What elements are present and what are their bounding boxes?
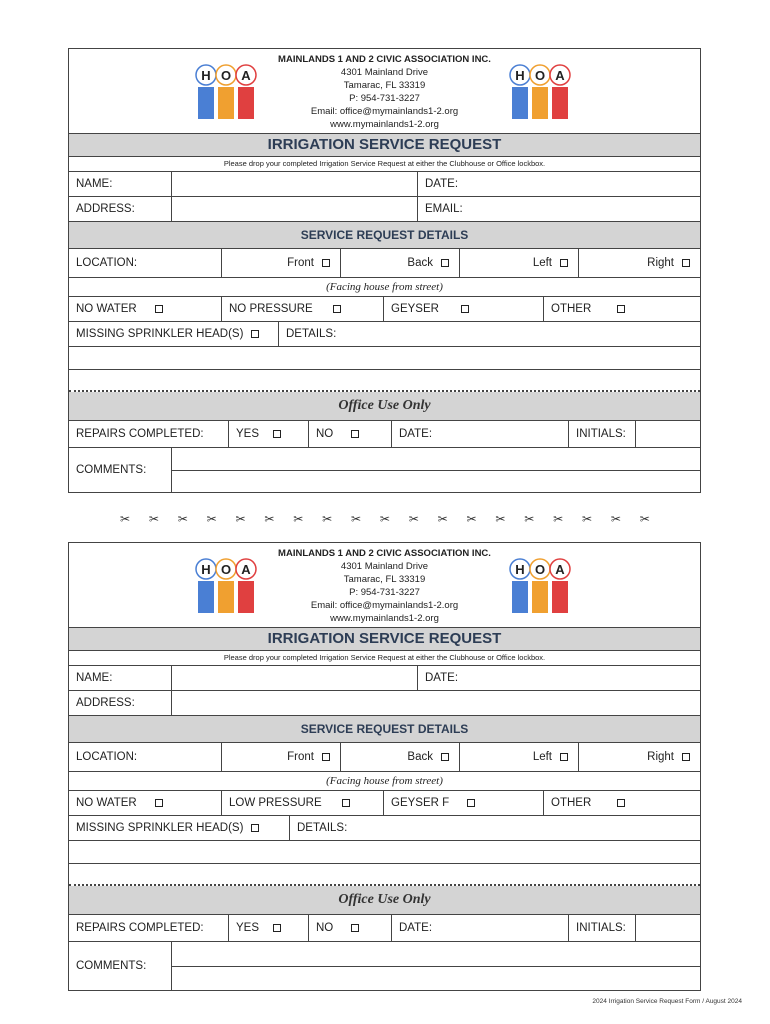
- svg-text:O: O: [534, 562, 546, 577]
- right-label: Right: [647, 751, 674, 763]
- city: Tamarac, FL 33319: [343, 574, 426, 585]
- left-label: Left: [532, 751, 552, 763]
- geyser-option[interactable]: [384, 791, 544, 815]
- no-water-label: NO WATER: [76, 797, 137, 809]
- svg-text:H: H: [201, 68, 211, 83]
- no-checkbox[interactable]: [351, 430, 359, 438]
- city: Tamarac, FL 33319: [343, 80, 426, 91]
- svg-text:A: A: [241, 562, 251, 577]
- repair-date-label: DATE:: [399, 428, 433, 440]
- no-pressure-checkbox[interactable]: [333, 305, 341, 313]
- phone: P: 954-731-3227: [349, 93, 420, 104]
- scissors-icon: ✂: [553, 512, 564, 526]
- footer-note: 2024 Irrigation Service Request Form / August 2024: [592, 998, 742, 1005]
- scissors-icon: ✂: [437, 512, 448, 526]
- svg-text:A: A: [555, 562, 565, 577]
- initials-field[interactable]: [636, 915, 700, 941]
- front-checkbox[interactable]: [322, 259, 330, 267]
- scissors-icon: ✂: [639, 512, 650, 526]
- form-title: IRRIGATION SERVICE REQUEST: [69, 134, 700, 157]
- location-row: [69, 743, 700, 772]
- left-label: Left: [532, 257, 552, 269]
- svg-text:H: H: [201, 562, 211, 577]
- comments-label: COMMENTS:: [69, 448, 172, 492]
- association-address: [69, 53, 700, 131]
- phone: P: 954-731-3227: [349, 587, 420, 598]
- back-label: Back: [407, 751, 433, 763]
- office-use-heading: Office Use Only: [69, 392, 700, 421]
- scissors-icon: ✂: [120, 512, 131, 526]
- svg-text:A: A: [241, 68, 251, 83]
- left-option[interactable]: [460, 249, 579, 277]
- scissors-icon: ✂: [610, 512, 621, 526]
- geyser-option[interactable]: [384, 297, 544, 321]
- scissors-icon: ✂: [582, 512, 593, 526]
- left-checkbox[interactable]: [560, 753, 568, 761]
- back-checkbox[interactable]: [441, 259, 449, 267]
- hoa-logo: [509, 557, 571, 615]
- yes-label: YES: [236, 428, 260, 440]
- org-name: MAINLANDS 1 AND 2 CIVIC ASSOCIATION INC.: [278, 54, 491, 65]
- right-option[interactable]: [579, 743, 700, 771]
- repairs-row: [69, 915, 700, 942]
- comments-label: COMMENTS:: [69, 942, 172, 990]
- no-water-option[interactable]: [69, 791, 222, 815]
- missing-heads-label: MISSING SPRINKLER HEAD(S): [76, 328, 244, 340]
- name-row: [69, 172, 700, 197]
- svg-text:A: A: [555, 68, 565, 83]
- scissors-icon: ✂: [466, 512, 477, 526]
- details-line[interactable]: [69, 347, 700, 370]
- address-field[interactable]: [172, 691, 700, 715]
- svg-text:O: O: [534, 68, 546, 83]
- email-field[interactable]: [418, 197, 700, 221]
- scissors-icon: ✂: [495, 512, 506, 526]
- scissors-icon: ✂: [177, 512, 188, 526]
- scissors-icon: ✂: [379, 512, 390, 526]
- yes-option[interactable]: [229, 915, 309, 941]
- hoa-logo: [509, 63, 571, 121]
- missing-row: [69, 322, 700, 347]
- front-option[interactable]: [222, 249, 341, 277]
- association-address: [69, 547, 700, 625]
- details-field[interactable]: [279, 322, 700, 346]
- name-row: [69, 666, 700, 691]
- repairs-label: REPAIRS COMPLETED:: [69, 915, 229, 941]
- org-name: MAINLANDS 1 AND 2 CIVIC ASSOCIATION INC.: [278, 548, 491, 559]
- back-label: Back: [407, 257, 433, 269]
- scissors-icon: ✂: [235, 512, 246, 526]
- details-field[interactable]: [290, 816, 700, 840]
- missing-heads-checkbox[interactable]: [251, 824, 259, 832]
- location-label: LOCATION:: [69, 249, 222, 277]
- location-label: LOCATION:: [69, 743, 222, 771]
- details-label: DETAILS:: [297, 822, 348, 834]
- svg-text:H: H: [515, 562, 525, 577]
- right-checkbox[interactable]: [682, 753, 690, 761]
- no-option[interactable]: [309, 421, 392, 447]
- form-title: IRRIGATION SERVICE REQUEST: [69, 628, 700, 651]
- yes-checkbox[interactable]: [273, 430, 281, 438]
- yes-option[interactable]: [229, 421, 309, 447]
- email-label: EMAIL:: [425, 203, 463, 215]
- svg-text:O: O: [220, 68, 232, 83]
- name-field[interactable]: [172, 172, 418, 196]
- details-line[interactable]: [69, 841, 700, 864]
- form-header: [69, 543, 700, 628]
- details-line[interactable]: [69, 370, 700, 392]
- address-label: ADDRESS:: [69, 197, 172, 221]
- initials-label: INITIALS:: [569, 421, 636, 447]
- other-label: OTHER: [551, 303, 592, 315]
- name-field[interactable]: [172, 666, 418, 690]
- scissors-icon: ✂: [524, 512, 535, 526]
- geyser-checkbox[interactable]: [461, 305, 469, 313]
- address-label: ADDRESS:: [69, 691, 172, 715]
- comments-row: [69, 448, 700, 492]
- email: Email: office@mymainlands1-2.org: [310, 106, 459, 117]
- other-checkbox[interactable]: [617, 305, 625, 313]
- front-label: Front: [287, 751, 314, 763]
- cut-line: [120, 512, 650, 526]
- drop-note: Please drop your completed Irrigation Service Request at either the Clubhouse or Office lockbox.: [69, 651, 700, 666]
- no-water-checkbox[interactable]: [155, 305, 163, 313]
- svg-text:O: O: [220, 562, 232, 577]
- back-option[interactable]: [341, 743, 460, 771]
- website: www.mymainlands1-2.org: [330, 119, 439, 130]
- low-pressure-label: LOW PRESSURE: [229, 797, 322, 809]
- geyser-label: GEYSER F: [391, 797, 450, 809]
- street: 4301 Mainland Drive: [340, 561, 429, 572]
- scissors-icon: ✂: [206, 512, 217, 526]
- missing-row: [69, 816, 700, 841]
- comments-field[interactable]: [172, 448, 700, 492]
- form-header: [69, 49, 700, 134]
- left-checkbox[interactable]: [560, 259, 568, 267]
- no-option[interactable]: [309, 915, 392, 941]
- scissors-icon: ✂: [351, 512, 362, 526]
- front-label: Front: [287, 257, 314, 269]
- issue-row: [69, 791, 700, 816]
- issue-row: [69, 297, 700, 322]
- other-option[interactable]: [544, 791, 700, 815]
- front-option[interactable]: [222, 743, 341, 771]
- street: 4301 Mainland Drive: [340, 67, 429, 78]
- yes-label: YES: [236, 922, 260, 934]
- geyser-label: GEYSER: [391, 303, 439, 315]
- no-water-checkbox[interactable]: [155, 799, 163, 807]
- form-1: [68, 48, 701, 493]
- initials-field[interactable]: [636, 421, 700, 447]
- no-pressure-option[interactable]: [222, 297, 384, 321]
- repair-date-field[interactable]: [392, 421, 569, 447]
- scissors-icon: ✂: [264, 512, 275, 526]
- scissors-icon: ✂: [293, 512, 304, 526]
- initials-label: INITIALS:: [569, 915, 636, 941]
- facing-note: (Facing house from street): [69, 278, 700, 297]
- name-label: NAME:: [69, 666, 172, 690]
- no-water-label: NO WATER: [76, 303, 137, 315]
- front-checkbox[interactable]: [322, 753, 330, 761]
- repairs-label: REPAIRS COMPLETED:: [69, 421, 229, 447]
- back-option[interactable]: [341, 249, 460, 277]
- no-label: NO: [316, 428, 334, 440]
- form-2: [68, 542, 701, 991]
- name-label: NAME:: [69, 172, 172, 196]
- yes-checkbox[interactable]: [273, 924, 281, 932]
- website: www.mymainlands1-2.org: [330, 613, 439, 624]
- missing-heads-option[interactable]: [69, 322, 279, 346]
- scissors-icon: ✂: [322, 512, 333, 526]
- date-label: DATE:: [425, 672, 459, 684]
- no-pressure-label: NO PRESSURE: [229, 303, 313, 315]
- date-field[interactable]: [418, 172, 700, 196]
- no-water-option[interactable]: [69, 297, 222, 321]
- scissors-icon: ✂: [408, 512, 419, 526]
- right-label: Right: [647, 257, 674, 269]
- repair-date-label: DATE:: [399, 922, 433, 934]
- other-option[interactable]: [544, 297, 700, 321]
- details-line[interactable]: [69, 864, 700, 886]
- details-label: DETAILS:: [286, 328, 337, 340]
- scissors-icon: ✂: [148, 512, 159, 526]
- svg-text:H: H: [515, 68, 525, 83]
- geyser-checkbox[interactable]: [467, 799, 475, 807]
- repair-date-field[interactable]: [392, 915, 569, 941]
- facing-note: (Facing house from street): [69, 772, 700, 791]
- section-title: SERVICE REQUEST DETAILS: [69, 222, 700, 249]
- other-label: OTHER: [551, 797, 592, 809]
- missing-heads-checkbox[interactable]: [251, 330, 259, 338]
- left-option[interactable]: [460, 743, 579, 771]
- right-option[interactable]: [579, 249, 700, 277]
- no-label: NO: [316, 922, 334, 934]
- comments-row: [69, 942, 700, 990]
- comments-field[interactable]: [172, 942, 700, 990]
- low-pressure-option[interactable]: [222, 791, 384, 815]
- section-title: SERVICE REQUEST DETAILS: [69, 716, 700, 743]
- email: Email: office@mymainlands1-2.org: [310, 600, 459, 611]
- address-row: [69, 691, 700, 716]
- right-checkbox[interactable]: [682, 259, 690, 267]
- no-checkbox[interactable]: [351, 924, 359, 932]
- drop-note: Please drop your completed Irrigation Service Request at either the Clubhouse or Office lockbox.: [69, 157, 700, 172]
- location-row: [69, 249, 700, 278]
- address-row: [69, 197, 700, 222]
- other-checkbox[interactable]: [617, 799, 625, 807]
- date-field[interactable]: [418, 666, 700, 690]
- back-checkbox[interactable]: [441, 753, 449, 761]
- missing-heads-option[interactable]: [69, 816, 290, 840]
- address-field[interactable]: [172, 197, 418, 221]
- office-use-heading: Office Use Only: [69, 886, 700, 915]
- date-label: DATE:: [425, 178, 459, 190]
- repairs-row: [69, 421, 700, 448]
- low-pressure-checkbox[interactable]: [342, 799, 350, 807]
- missing-heads-label: MISSING SPRINKLER HEAD(S): [76, 822, 244, 834]
